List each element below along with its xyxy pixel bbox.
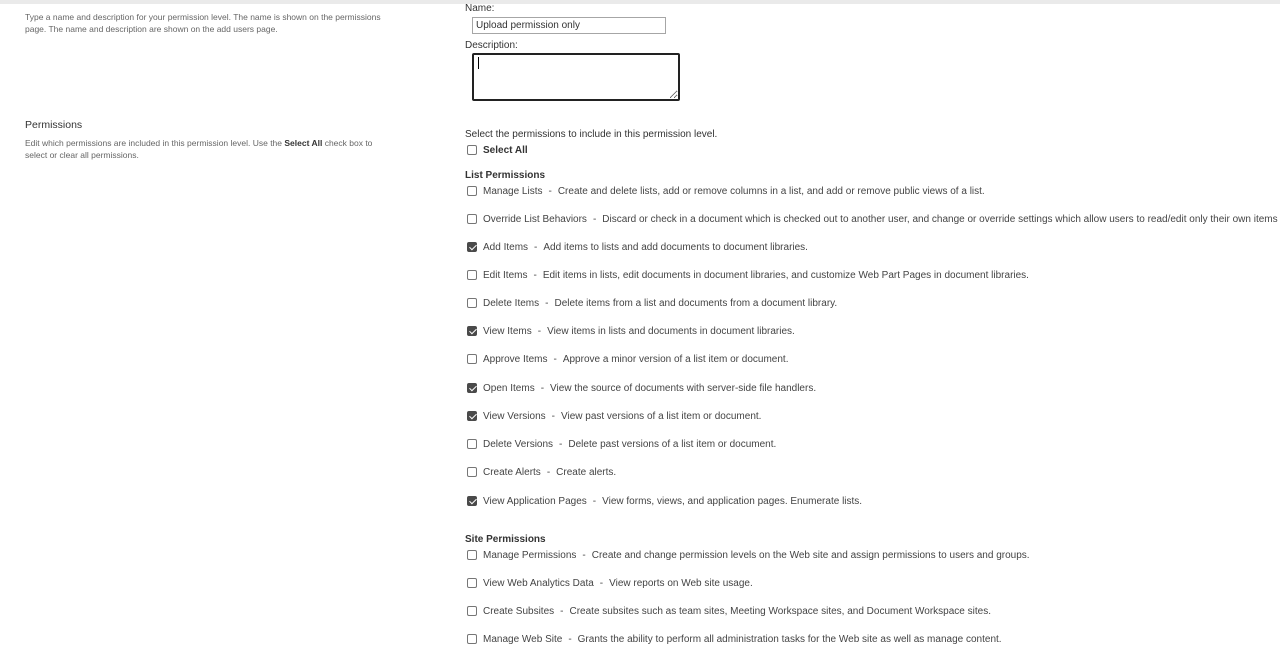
- permission-checkbox[interactable]: [467, 411, 477, 421]
- permission-row-add-items[interactable]: [466, 240, 808, 254]
- permission-name: View Items: [483, 325, 532, 337]
- permission-checkbox[interactable]: [467, 550, 477, 560]
- select-all-label: Select All: [483, 144, 528, 156]
- permission-checkbox[interactable]: [467, 186, 477, 196]
- permission-row-create-subsites[interactable]: [466, 604, 991, 618]
- separator-dash: -: [551, 410, 555, 422]
- separator-dash: -: [592, 213, 597, 225]
- name-input[interactable]: [472, 17, 666, 34]
- permission-checkbox[interactable]: [467, 270, 477, 280]
- separator-dash: -: [560, 605, 564, 617]
- permission-row-create-alerts[interactable]: [466, 465, 616, 479]
- permission-name: Open Items: [483, 382, 535, 394]
- help-bold: Select All: [284, 138, 323, 148]
- description-textarea[interactable]: [472, 53, 680, 101]
- permission-name: View Web Analytics Data: [483, 577, 594, 589]
- permission-description: View past versions of a list item or document.: [560, 410, 762, 422]
- permission-checkbox[interactable]: [467, 496, 477, 506]
- list-permissions-title: List Permissions: [465, 170, 546, 181]
- permission-description: Delete items from a list and documents from a document library.: [554, 297, 838, 309]
- permission-checkbox[interactable]: [467, 326, 477, 336]
- permission-name: Add Items: [483, 241, 529, 253]
- permission-name: Delete Versions: [483, 438, 554, 450]
- permission-checkbox[interactable]: [467, 242, 477, 252]
- separator-dash: -: [559, 438, 563, 450]
- permission-checkbox[interactable]: [467, 383, 477, 393]
- permission-checkbox[interactable]: [467, 439, 477, 449]
- permissions-section-help: [25, 137, 395, 161]
- permission-row-view-versions[interactable]: [466, 409, 761, 423]
- permission-name: Delete Items: [483, 297, 540, 309]
- permission-description: Delete past versions of a list item or document.: [568, 438, 777, 450]
- permission-description: Create alerts.: [556, 466, 617, 478]
- permissions-section-title: Permissions: [25, 119, 83, 131]
- permission-row-manage-lists[interactable]: [466, 184, 985, 198]
- permission-description: Create and delete lists, add or remove columns in a list, and add or remove public views of a list.: [557, 185, 985, 197]
- permission-description: Discard or check in a document which is checked out to another user, and change or override settings which allow users to read/edit only their own items: [602, 213, 1278, 225]
- permission-name: Create Subsites: [483, 605, 555, 617]
- text-caret: [478, 57, 479, 69]
- permission-row-manage-web-site[interactable]: [466, 632, 1002, 646]
- permission-description: Add items to lists and add documents to document libraries.: [543, 241, 808, 253]
- permission-row-edit-items[interactable]: [466, 268, 1029, 282]
- permission-description: Edit items in lists, edit documents in document libraries, and customize Web Part Pages in document libraries.: [542, 269, 1029, 281]
- permission-description: View forms, views, and application pages. Enumerate lists.: [602, 495, 863, 507]
- permission-row-delete-items[interactable]: [466, 296, 837, 310]
- separator-dash: -: [592, 495, 597, 507]
- select-prompt: Select the permissions to include in this permission level.: [465, 129, 718, 140]
- name-section-help: Type a name and description for your permission level. The name is shown on the permissions page. The name and description are shown on the add users page.: [25, 12, 381, 34]
- permission-row-approve-items[interactable]: [466, 352, 788, 366]
- permission-checkbox[interactable]: [467, 214, 477, 224]
- separator-dash: -: [599, 577, 604, 589]
- separator-dash: -: [540, 382, 545, 394]
- permission-row-view-web-analytics-data[interactable]: [466, 576, 753, 590]
- permission-name: Manage Web Site: [483, 633, 563, 645]
- permission-row-delete-versions[interactable]: [466, 437, 776, 451]
- permission-checkbox[interactable]: [467, 578, 477, 588]
- permission-description: View the source of documents with server-side file handlers.: [550, 382, 817, 394]
- permission-description: View reports on Web site usage.: [609, 577, 753, 589]
- separator-dash: -: [582, 549, 586, 561]
- separator-dash: -: [533, 269, 537, 281]
- permission-name: View Application Pages: [483, 495, 587, 507]
- help-suffix: check box to select or clear all permissions.: [25, 138, 373, 160]
- permission-row-manage-permissions[interactable]: [466, 548, 1030, 562]
- separator-dash: -: [548, 185, 552, 197]
- separator-dash: -: [545, 297, 549, 309]
- permission-checkbox[interactable]: [467, 634, 477, 644]
- permission-description: Grants the ability to perform all administration tasks for the Web site as well as manage content.: [577, 633, 1002, 645]
- permission-row-view-items[interactable]: [466, 324, 795, 338]
- permission-row-override-list-behaviors[interactable]: [466, 212, 1278, 226]
- select-all-row[interactable]: [466, 143, 528, 157]
- separator-dash: -: [537, 325, 542, 337]
- permission-description: Approve a minor version of a list item or document.: [562, 353, 789, 365]
- permission-name: Manage Lists: [483, 185, 543, 197]
- help-prefix: Edit which permissions are included in this permission level. Use the: [25, 138, 285, 148]
- name-label: Name:: [465, 3, 495, 14]
- permission-checkbox[interactable]: [467, 354, 477, 364]
- separator-dash: -: [534, 241, 538, 253]
- permission-description: View items in lists and documents in document libraries.: [547, 325, 795, 337]
- permission-name: Edit Items: [483, 269, 528, 281]
- top-scroll-edge: [0, 0, 1280, 4]
- description-label: Description:: [465, 40, 518, 51]
- permission-checkbox[interactable]: [467, 606, 477, 616]
- permission-name: Create Alerts: [483, 466, 541, 478]
- permission-checkbox[interactable]: [467, 298, 477, 308]
- permission-description: Create and change permission levels on the Web site and assign permissions to users and groups.: [591, 549, 1030, 561]
- permission-name: View Versions: [483, 410, 546, 422]
- permission-row-open-items[interactable]: [466, 381, 816, 395]
- permission-name: Manage Permissions: [483, 549, 577, 561]
- permission-row-view-application-pages[interactable]: [466, 494, 862, 508]
- select-all-checkbox[interactable]: [467, 145, 477, 155]
- separator-dash: -: [553, 353, 557, 365]
- permission-checkbox[interactable]: [467, 467, 477, 477]
- separator-dash: -: [546, 466, 551, 478]
- permission-name: Override List Behaviors: [483, 213, 587, 225]
- site-permissions-title: Site Permissions: [465, 534, 546, 545]
- separator-dash: -: [568, 633, 572, 645]
- permission-name: Approve Items: [483, 353, 548, 365]
- permission-description: Create subsites such as team sites, Meeting Workspace sites, and Document Workspace sites.: [569, 605, 991, 617]
